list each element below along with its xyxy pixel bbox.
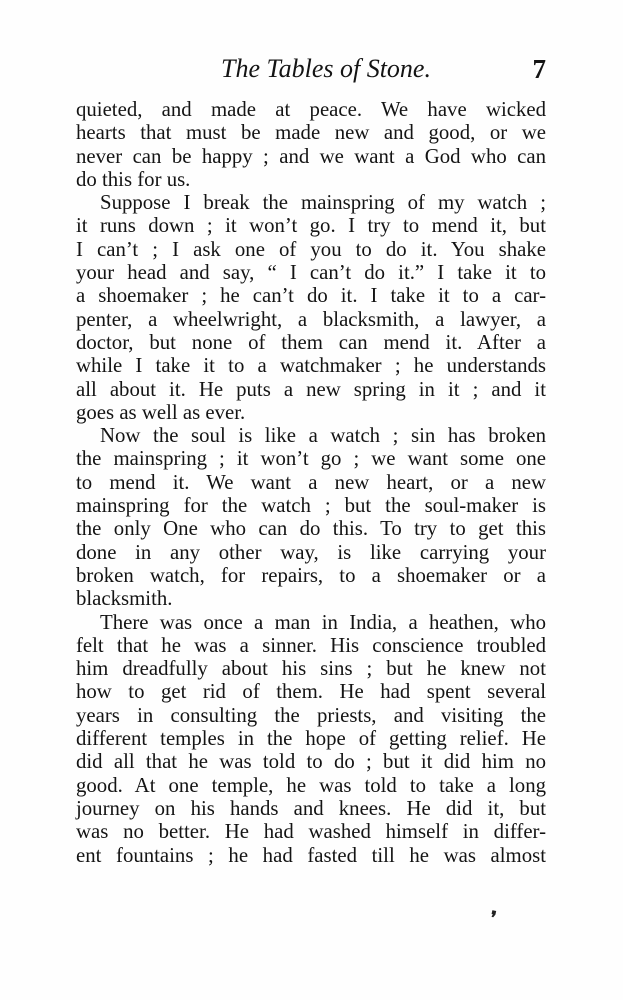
- text-line: different temples in the hope of getting relief. He: [76, 727, 546, 751]
- text-line: the only One who can do this. To try to get this: [76, 517, 546, 541]
- text-line: ent fountains ; he had fasted till he was almost: [76, 843, 546, 867]
- text-line: doctor, but none of them can mend it. After a: [76, 330, 546, 354]
- text-line: I can’t ; I ask one of you to do it. You shake: [76, 237, 546, 261]
- text-line: Suppose I break the mainspring of my watch ;: [100, 191, 546, 215]
- text-line: done in any other way, is like carrying your: [76, 540, 546, 564]
- ink-speck-mark: ❜: [488, 907, 498, 929]
- text-line: a shoemaker ; he can’t do it. I take it to a car-: [76, 284, 546, 308]
- text-line: There was once a man in India, a heathen, who: [100, 610, 546, 634]
- text-line: broken watch, for repairs, to a shoemaker or a: [76, 563, 546, 587]
- text-line: him dreadfully about his sins ; but he knew not: [76, 657, 546, 681]
- text-line: quieted, and made at peace. We have wicked: [76, 98, 546, 121]
- text-line: goes as well as ever.: [76, 400, 246, 424]
- text-line: your head and say, “ I can’t do it.” I take it to: [76, 261, 546, 285]
- text-line: was no better. He had washed himself in differ-: [76, 820, 546, 844]
- text-line: the mainspring ; it won’t go ; we want some one: [76, 447, 546, 471]
- text-line: felt that he was a sinner. His conscience troubled: [76, 633, 546, 657]
- text-line: to mend it. We want a new heart, or a new: [76, 470, 546, 494]
- text-line: journey on his hands and knees. He did it, but: [76, 796, 546, 820]
- text-line: how to get rid of them. He had spent several: [76, 680, 546, 704]
- text-line: it runs down ; it won’t go. I try to mend it, but: [76, 214, 546, 238]
- text-line: blacksmith.: [76, 587, 173, 611]
- text-line: hearts that must be made new and good, or we: [76, 121, 546, 145]
- running-title: The Tables of Stone.: [221, 54, 431, 83]
- text-line: all about it. He puts a new spring in it ; and it: [76, 377, 546, 401]
- text-line: never can be happy ; and we want a God who can: [76, 144, 546, 168]
- text-line: while I take it to a watchmaker ; he understands: [76, 354, 546, 378]
- text-line: good. At one temple, he was told to take a long: [76, 773, 546, 797]
- text-line: do this for us.: [76, 167, 191, 191]
- page-number: 7: [532, 54, 546, 84]
- text-line: mainspring for the watch ; but the soul-maker is: [76, 494, 546, 518]
- body-text: [76, 98, 546, 867]
- text-line: years in consulting the priests, and visiting the: [76, 703, 546, 727]
- running-head: [76, 52, 546, 86]
- text-line: did all that he was told to do ; but it did him no: [76, 750, 546, 774]
- text-line: penter, a wheelwright, a blacksmith, a lawyer, a: [76, 307, 546, 331]
- text-line: Now the soul is like a watch ; sin has broken: [100, 424, 546, 448]
